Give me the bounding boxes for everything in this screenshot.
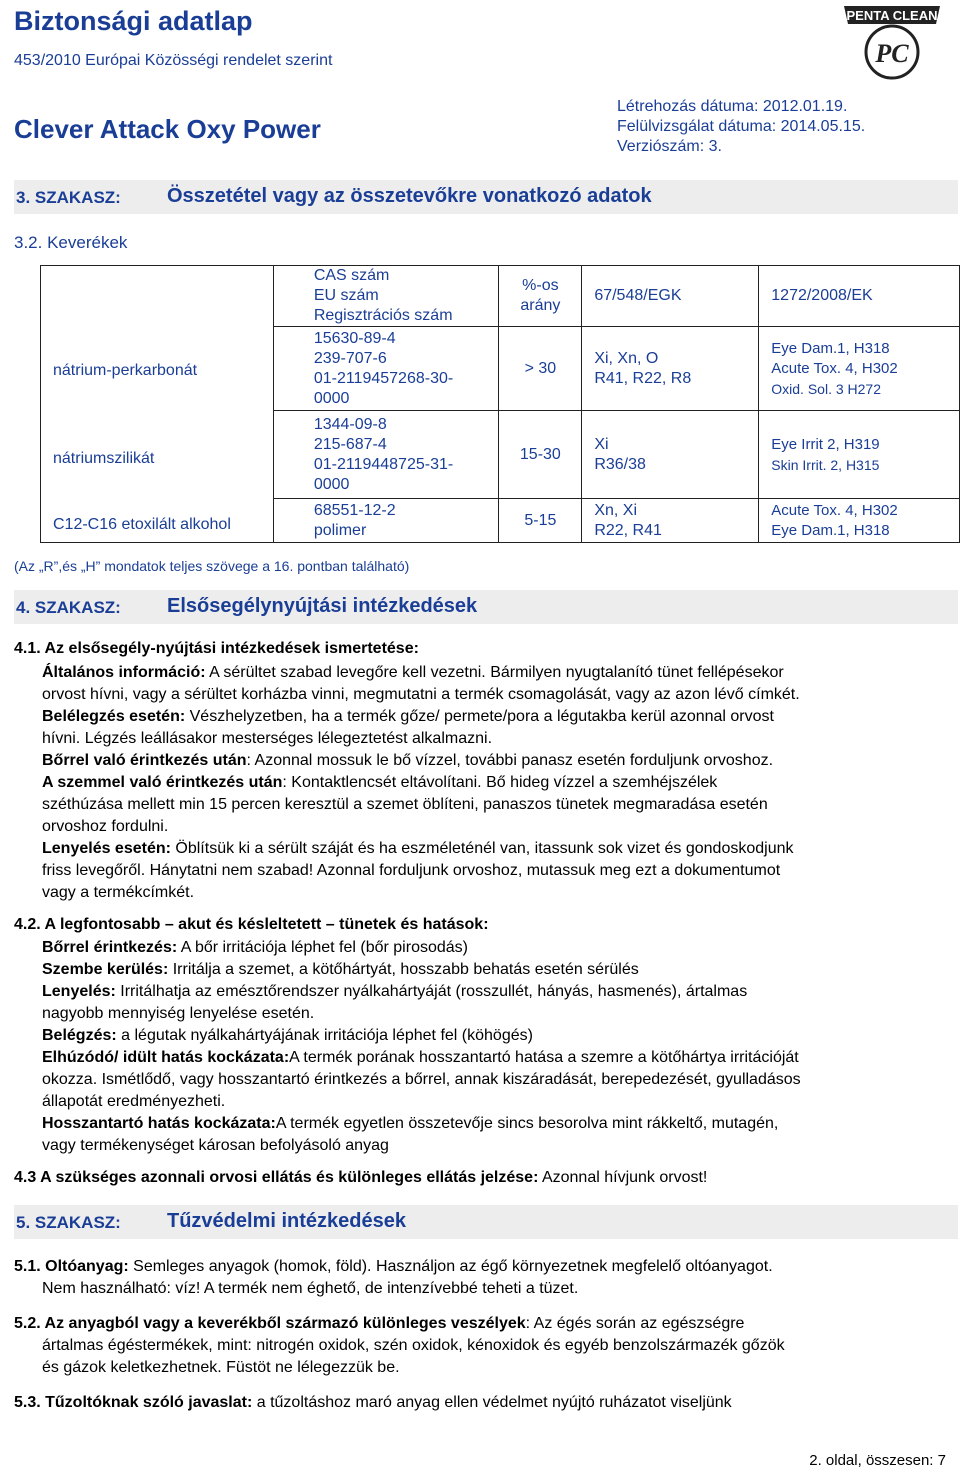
medical-attention-line [14, 1169, 707, 1187]
firefighter-advice [14, 1392, 732, 1414]
sub-number: 5.3. [14, 1394, 41, 1411]
first-aid-heading: 4.1. Az elsősegély-nyújtási intézkedések ismertetése: [14, 640, 419, 657]
section-4-title: Elsősegélynyújtási intézkedések [167, 595, 478, 617]
text-line: : Azonnal mossuk le bő vízzel, további panasz esetén forduljunk orvoshoz. [246, 752, 774, 769]
section-4-number: 4. SZAKASZ: [16, 598, 121, 617]
eu-header: EU szám [313, 287, 379, 304]
logo-mark: PC [875, 39, 909, 68]
extinguishing-label: Oltóanyag: [40, 1258, 129, 1275]
text-line: és gázok keletkezhetnek. Füstöt ne lélegezzük be. [42, 1359, 400, 1376]
first-aid-text [42, 662, 800, 904]
text-line: A bőr irritációja léphet fel (bőr pirosodás) [177, 939, 468, 956]
section-3-number: 3. SZAKASZ: [16, 188, 121, 207]
text-line: okozza. Ismétlődő, vagy hosszantartó érintkezés a bőrrel, annak kiszáradását, berepedezését, gyulladásos [42, 1071, 801, 1088]
ingestion-label: Lenyelés esetén: [42, 840, 171, 857]
symptoms-heading: 4.2. A legfontosabb – akut és késleltetett – tünetek és hatások: [14, 916, 489, 933]
dir-cell [582, 327, 759, 411]
registration-number: 01-2119448725-31- [313, 455, 454, 473]
section-4-header [14, 590, 958, 624]
clp-class: Eye Irrit 2, H319 [771, 435, 880, 453]
text-line: ártalmas égéstermékek, mint: nitrogén oxidok, szén oxidok, kénoxidok és egyéb benzolszármazék gőzök [42, 1337, 785, 1354]
dir-phrases: R36/38 [594, 455, 646, 473]
clp-class: Acute Tox. 4, H302 [771, 501, 898, 519]
clp-class: Oxid. Sol. 3 H272 [771, 380, 881, 397]
section-5-title: Tűzvédelmi intézkedések [167, 1210, 406, 1232]
document-title: Biztonsági adatlap [14, 6, 253, 36]
eye-contact-label: A szemmel való érintkezés után [42, 774, 283, 791]
ids-cell [273, 327, 499, 411]
text-line: orvoshoz fordulni. [42, 818, 169, 835]
pct-header-cell [499, 266, 582, 327]
eu-number: 239-707-6 [313, 349, 387, 367]
component-name: C12-C16 etoxilált alkohol [53, 516, 231, 533]
pct-header-line: arány [520, 297, 561, 314]
regulation-subtitle: 453/2010 Európai Közösségi rendelet szerint [14, 52, 333, 69]
section-5-header [14, 1205, 958, 1239]
clp-class: Skin Irrit. 2, H315 [771, 456, 880, 473]
long-term-risk-label: Hosszantartó hatás kockázata: [42, 1115, 276, 1132]
text-line: a légutak nyálkahártyájának irritációja léphet fel (köhögés) [116, 1027, 533, 1044]
text-line: : Az égés során az egészségre [525, 1315, 745, 1332]
registration-header: Regisztrációs szám [313, 307, 453, 324]
created-date: Létrehozás dátuma: 2012.01.19. [617, 98, 848, 115]
eu-number: 215-687-4 [313, 435, 387, 453]
dir-symbols: Xi [594, 435, 609, 453]
text-line: Öblítsük ki a sérült száját és ha eszméleténél van, itassunk sok vizet és gondoskodjunk [170, 840, 794, 857]
clp-header-cell [759, 266, 960, 327]
pct-cell: > 30 [499, 327, 582, 411]
text-line: orvost hívni, vagy a sérültet korházba vinni, megmutatni a termék csomagolását, vagy az azon lévő címkét. [42, 686, 800, 703]
dir-phrases: R41, R22, R8 [594, 369, 692, 387]
text-line: nagyobb mennyiség lenyelése esetén. [42, 1005, 315, 1022]
text-line: széthúzása mellett min 15 percen keresztül a szemet öblíteni, panaszos tünetek megmaradása esetén [42, 796, 768, 813]
revised-date: Felülvizsgálat dátuma: 2014.05.15. [617, 118, 866, 135]
dir-phrases: R22, R41 [594, 521, 662, 539]
component-name: nátrium-perkarbonát [53, 362, 198, 379]
chronic-risk-label: Elhúzódó/ idült hatás kockázata: [42, 1049, 290, 1066]
pct-cell: 15-30 [499, 411, 582, 499]
product-name: Clever Attack Oxy Power [14, 114, 321, 144]
symptoms-text [42, 937, 801, 1157]
section-3-title: Összetétel vagy az összetevőkre vonatkozó adatok [167, 185, 652, 207]
cas-header: CAS szám [313, 267, 390, 284]
text-line: Semleges anyagok (homok, föld). Használjon az égő környezetnek megfelelő oltóanyagot. [128, 1258, 773, 1275]
cas-number: 68551-12-2 [313, 501, 396, 519]
clp-class: Eye Dam.1, H318 [771, 521, 890, 539]
text-line: a tűzoltáshoz maró anyag ellen védelmet nyújtó ruházatot viseljünk [252, 1394, 732, 1411]
dir-symbols: Xi, Xn, O [594, 349, 659, 367]
sub-number: 5.2. [14, 1315, 41, 1332]
text-line: Irritálhatja az emésztőrendszer nyálkahártyáját (rosszullét, hányás, hasmenés), ártalmas [115, 983, 748, 1000]
ingestion-label: Lenyelés: [42, 983, 116, 1000]
ids-cell [273, 499, 499, 543]
eye-label: Szembe kerülés: [42, 961, 169, 978]
registration-number: 01-2119457268-30- [313, 369, 454, 387]
text-line: A termék egyetlen összetevője sincs besorolva mint rákkeltő, mutagén, [275, 1115, 779, 1132]
text-line: hívni. Légzés leállásakor mesterséges lélegeztetést alkalmazni. [42, 730, 493, 747]
clp-cell [759, 411, 960, 499]
text-line: Nem használható: víz! A termék nem éghető, de intenzívebbé teheti a tüzet. [42, 1280, 579, 1297]
dir-symbols: Xn, Xi [594, 501, 637, 519]
polymer-label: polimer [313, 521, 367, 539]
text-line: vagy termékenységet károsan befolyásoló anyag [42, 1137, 389, 1154]
medical-attention-heading: 4.3 A szükséges azonnali orvosi ellátás és különleges ellátás jelzése: [14, 1169, 539, 1186]
mixtures-heading: 3.2. Keverékek [14, 233, 128, 252]
text-line: Vészhelyzetben, ha a termék gőze/ permete/pora a légutakba kerül azonnal orvost [185, 708, 774, 725]
dir-header-cell [582, 266, 759, 327]
directive-header: 67/548/EGK [594, 287, 682, 304]
clp-class: Eye Dam.1, H318 [771, 339, 890, 357]
table-header-row [41, 266, 960, 327]
text-line: Azonnal hívjunk orvost! [538, 1169, 708, 1186]
pct-header-line: %-os [522, 277, 559, 294]
text-line: állapotát eredményezheti. [42, 1093, 226, 1110]
text-line: : Kontaktlencsét eltávolítani. Bő hideg vízzel a szemhéjszélek [282, 774, 718, 791]
extinguishing-media [14, 1256, 773, 1300]
inhalation-label: Belégzés: [42, 1027, 117, 1044]
special-hazards [14, 1313, 785, 1379]
text-line: vagy a termékcímkét. [42, 884, 195, 901]
component-names-cell [41, 266, 274, 543]
dir-cell [582, 411, 759, 499]
inhalation-label: Belélegzés esetén: [42, 708, 186, 725]
section-3-header [14, 180, 958, 214]
registration-number-cont: 0000 [313, 475, 350, 493]
text-line: Irritálja a szemet, a kötőhártyát, hosszabb behatás esetén sérülés [168, 961, 639, 978]
document-dates [617, 97, 865, 157]
text-line: A termék porának hosszantartó hatása a szemre a kötőhártya irritációját [289, 1049, 799, 1066]
dir-cell [582, 499, 759, 543]
clp-class: Acute Tox. 4, H302 [771, 359, 898, 377]
logo-text: PENTA CLEAN [846, 8, 938, 23]
text-line: friss levegőről. Hánytatni nem szabad! Azonnal forduljunk orvoshoz, mutassuk meg ezt a dokumentumot [42, 862, 781, 879]
ids-cell [273, 411, 499, 499]
hazards-label: Az anyagból vagy a keverékből származó különleges veszélyek [40, 1315, 526, 1332]
page-footer: 2. oldal, összesen: 7 [809, 1452, 946, 1469]
phrases-note: (Az „R”,és „H” mondatok teljes szövege a 16. pontban található) [14, 558, 410, 574]
clp-header: 1272/2008/EK [771, 287, 873, 304]
cas-number: 15630-89-4 [313, 329, 396, 347]
clp-cell [759, 499, 960, 543]
general-info-label: Általános információ: [42, 664, 206, 681]
skin-contact-label: Bőrrel való érintkezés után [42, 752, 247, 769]
version-number: Verziószám: 3. [617, 138, 722, 155]
firefighter-label: Tűzoltóknak szóló javaslat: [40, 1394, 253, 1411]
pct-cell: 5-15 [499, 499, 582, 543]
skin-label: Bőrrel érintkezés: [42, 939, 178, 956]
cas-number: 1344-09-8 [313, 415, 387, 433]
text-line: A sérültet szabad levegőre kell vezetni. Bármilyen nyugtalanító tünet fellépésekor [205, 664, 784, 681]
composition-table [40, 265, 960, 543]
component-name: nátriumszilikát [53, 450, 155, 467]
clp-cell [759, 327, 960, 411]
sub-number: 5.1. [14, 1258, 41, 1275]
ids-header-cell [273, 266, 499, 327]
registration-number-cont: 0000 [313, 389, 350, 407]
penta-clean-logo [836, 2, 948, 82]
section-5-number: 5. SZAKASZ: [16, 1213, 121, 1232]
